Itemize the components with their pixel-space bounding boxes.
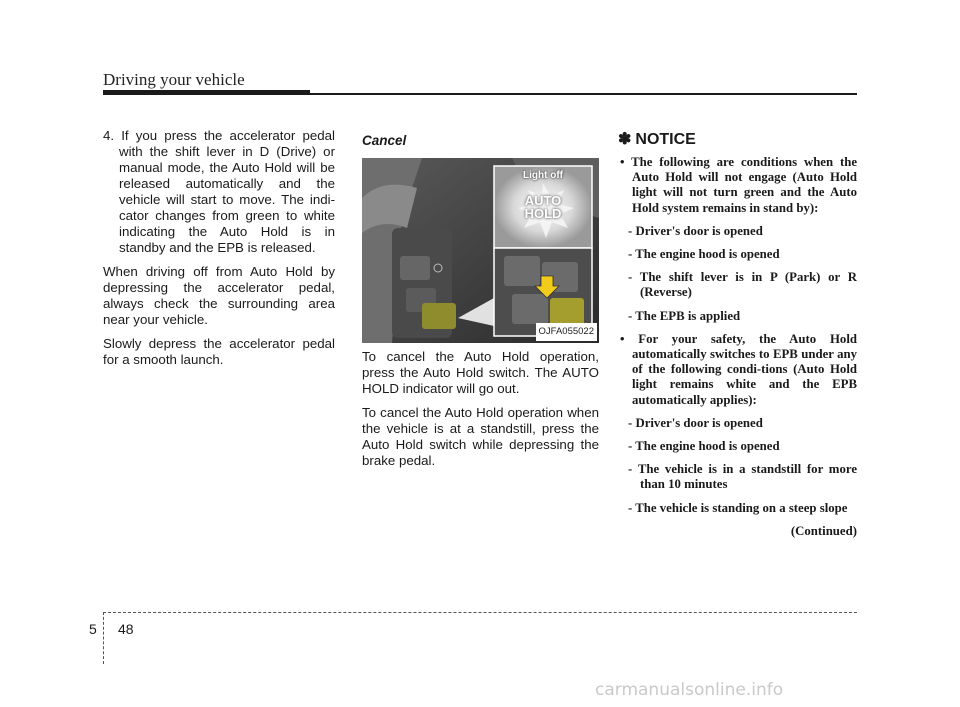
page-number: 48	[118, 621, 134, 637]
cancel-heading: Cancel	[362, 133, 407, 148]
notice-body	[618, 155, 857, 539]
notice-bullet-2-text: For your safety, the Auto Hold automatically switches to EPB under any of the following condi-tions (Auto Hold light remains white and the EPB automatically applies):	[632, 331, 857, 407]
auto-hold-callout-text	[494, 194, 592, 220]
header-rule-thin	[310, 93, 857, 95]
notice-bullet-1: • The following are conditions when the Auto Hold will not engage (Auto Hold light will not turn green and the Auto Hold system remains in stand by):	[620, 155, 858, 215]
header-rule-thick	[103, 90, 310, 95]
notice-bullet-1-item: - The EPB is applied	[628, 308, 741, 323]
middle-column	[362, 128, 599, 477]
console-illustration	[362, 158, 599, 343]
notice-bullet-1-item: - The shift lever is in P (Park) or R (Reverse)	[628, 270, 857, 300]
running-header: Driving your vehicle	[103, 70, 245, 89]
notice-bullet-2-item: - The vehicle is standing on a steep slope	[628, 500, 848, 515]
section-number: 5	[89, 621, 97, 637]
notice-bullet-1-item: - The engine hood is opened	[628, 247, 780, 262]
notice-star-icon: ✽	[618, 131, 632, 148]
notice-bullet-1-item: - Driver's door is opened	[628, 223, 763, 238]
smooth-launch-paragraph: Slowly depress the accelerator pedal for a smooth launch.	[103, 336, 335, 367]
notice-bullet-2-item: - The engine hood is opened	[628, 439, 780, 454]
left-column	[103, 128, 335, 376]
notice-bullet-2-item: - The vehicle is in a standstill for more than 10 minutes	[628, 462, 857, 492]
notice-bullet-2: • For your safety, the Auto Hold automatically switches to EPB under any of the following condi-tions (Auto Hold light remains white and the EPB automatically applies):	[620, 331, 857, 407]
continued-label: (Continued)	[790, 523, 857, 538]
light-off-label: Light off	[523, 170, 563, 181]
cancel-paragraph-2: To cancel the Auto Hold operation when the vehicle is at a standstill, press the Auto Hold switch while depressing the brake pedal.	[362, 405, 599, 468]
auto-text: AUTO	[524, 193, 562, 208]
auto-hold-switch-figure	[362, 158, 599, 343]
notice-bullet-1-text: The following are conditions when the Auto Hold will not engage (Auto Hold light will not turn green and the Auto Hold system remains in stand by):	[631, 155, 858, 215]
footer-rule	[103, 612, 857, 613]
drive-off-paragraph: When driving off from Auto Hold by depressing the accelerator pedal, always check the surrounding area near your vehicle.	[103, 264, 335, 327]
hold-text: HOLD	[524, 206, 562, 221]
figure-code: OJFA055022	[536, 323, 597, 341]
notice-bullet-2-item: - Driver's door is opened	[628, 415, 763, 430]
notice-title: NOTICE	[635, 131, 696, 148]
footer-divider	[103, 612, 104, 664]
step-4-text: 4. If you press the accelerator pedal with the shift lever in D (Drive) or manual mode, the Auto Hold will be released automatically and the vehicle will start to move. The indi-cator changes from green to white indicating the Auto Hold is in standby and the EPB is released.	[103, 128, 335, 255]
notice-heading	[618, 132, 857, 148]
cancel-paragraph-1: To cancel the Auto Hold operation, press the Auto Hold switch. The AUTO HOLD indicator will go out.	[362, 349, 599, 396]
watermark: carmanualsonline.info	[595, 680, 784, 700]
notice-column	[618, 128, 857, 547]
